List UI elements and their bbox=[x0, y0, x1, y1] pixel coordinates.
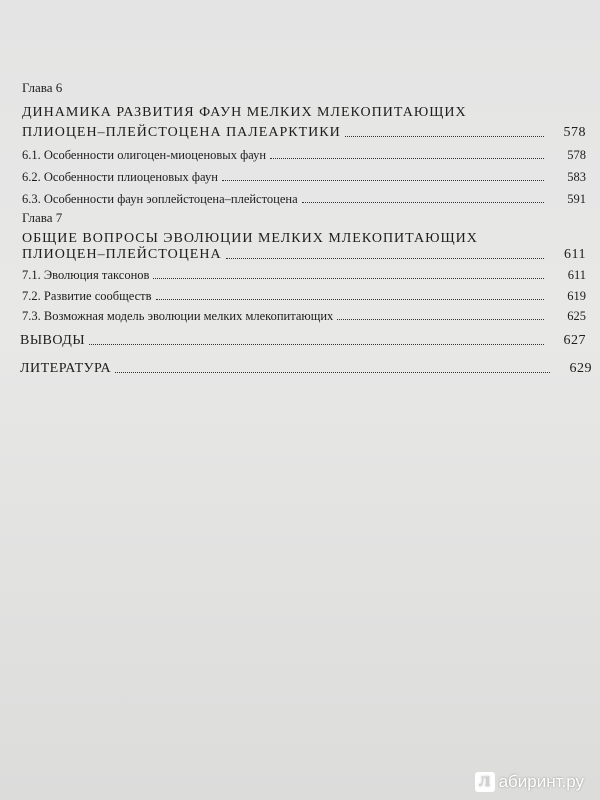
toc-entry-6-2 bbox=[22, 168, 586, 185]
page-number: 578 bbox=[567, 148, 586, 162]
toc-entry-7-2 bbox=[22, 287, 586, 304]
page-number: 591 bbox=[567, 192, 586, 206]
chapter-6-label: Глава 6 bbox=[22, 80, 63, 95]
entry-text: ВЫВОДЫ bbox=[20, 333, 86, 348]
watermark-text: абиринт.ру bbox=[498, 772, 584, 791]
entry-text: 7.3. Возможная модель эволюции мелких млекопитающих bbox=[22, 309, 334, 323]
page-number: 611 bbox=[567, 268, 586, 282]
leader-dots bbox=[270, 158, 544, 159]
page-number: 583 bbox=[567, 170, 586, 184]
chapter-6-title-line2: ПЛИОЦЕН–ПЛЕЙСТОЦЕНА ПАЛЕАРКТИКИ bbox=[22, 125, 341, 140]
chapter-7-title-entry bbox=[22, 246, 586, 263]
toc-entry-6-1 bbox=[22, 146, 586, 163]
page-number: 578 bbox=[563, 125, 586, 140]
entry-text: 6.1. Особенности олигоцен-миоценовых фаун bbox=[22, 148, 267, 162]
entry-text: 6.2. Особенности плиоценовых фаун bbox=[22, 170, 218, 184]
toc-entry-7-3 bbox=[22, 307, 586, 324]
entry-text: 7.1. Эволюция таксонов bbox=[22, 268, 150, 282]
chapter-7-label: Глава 7 bbox=[22, 210, 63, 225]
chapter-7-title-line2: ПЛИОЦЕН–ПЛЕЙСТОЦЕНА bbox=[22, 247, 222, 262]
chapter-6-title-line1: ДИНАМИКА РАЗВИТИЯ ФАУН МЕЛКИХ МЛЕКОПИТАЮЩИХ bbox=[22, 105, 467, 120]
toc-entry-conclusions bbox=[20, 332, 586, 349]
page-number: 619 bbox=[567, 289, 586, 303]
leader-dots bbox=[337, 319, 544, 320]
toc-entry-7-1 bbox=[22, 266, 586, 283]
page-number: 627 bbox=[563, 333, 586, 348]
labirint-logo-icon: Л bbox=[475, 772, 495, 792]
toc-entry-literature bbox=[20, 360, 592, 377]
entry-text: ЛИТЕРАТУРА bbox=[20, 361, 112, 376]
leader-dots bbox=[226, 258, 544, 259]
leader-dots bbox=[89, 344, 544, 345]
entry-text: 7.2. Развитие сообществ bbox=[22, 289, 152, 303]
chapter-7-title-line1: ОБЩИЕ ВОПРОСЫ ЭВОЛЮЦИИ МЕЛКИХ МЛЕКОПИТАЮЩИХ bbox=[22, 231, 478, 246]
leader-dots bbox=[156, 299, 544, 300]
entry-text: 6.3. Особенности фаун эоплейстоцена–плейстоцена bbox=[22, 192, 298, 206]
page-number: 625 bbox=[567, 309, 586, 323]
page-number: 629 bbox=[569, 361, 592, 376]
chapter-6-title-entry bbox=[22, 124, 586, 141]
leader-dots bbox=[115, 372, 550, 373]
leader-dots bbox=[222, 180, 544, 181]
leader-dots bbox=[153, 278, 544, 279]
leader-dots bbox=[302, 202, 544, 203]
page-number: 611 bbox=[564, 247, 586, 262]
leader-dots bbox=[345, 136, 544, 137]
labirint-watermark bbox=[475, 772, 584, 792]
toc-entry-6-3 bbox=[22, 190, 586, 207]
